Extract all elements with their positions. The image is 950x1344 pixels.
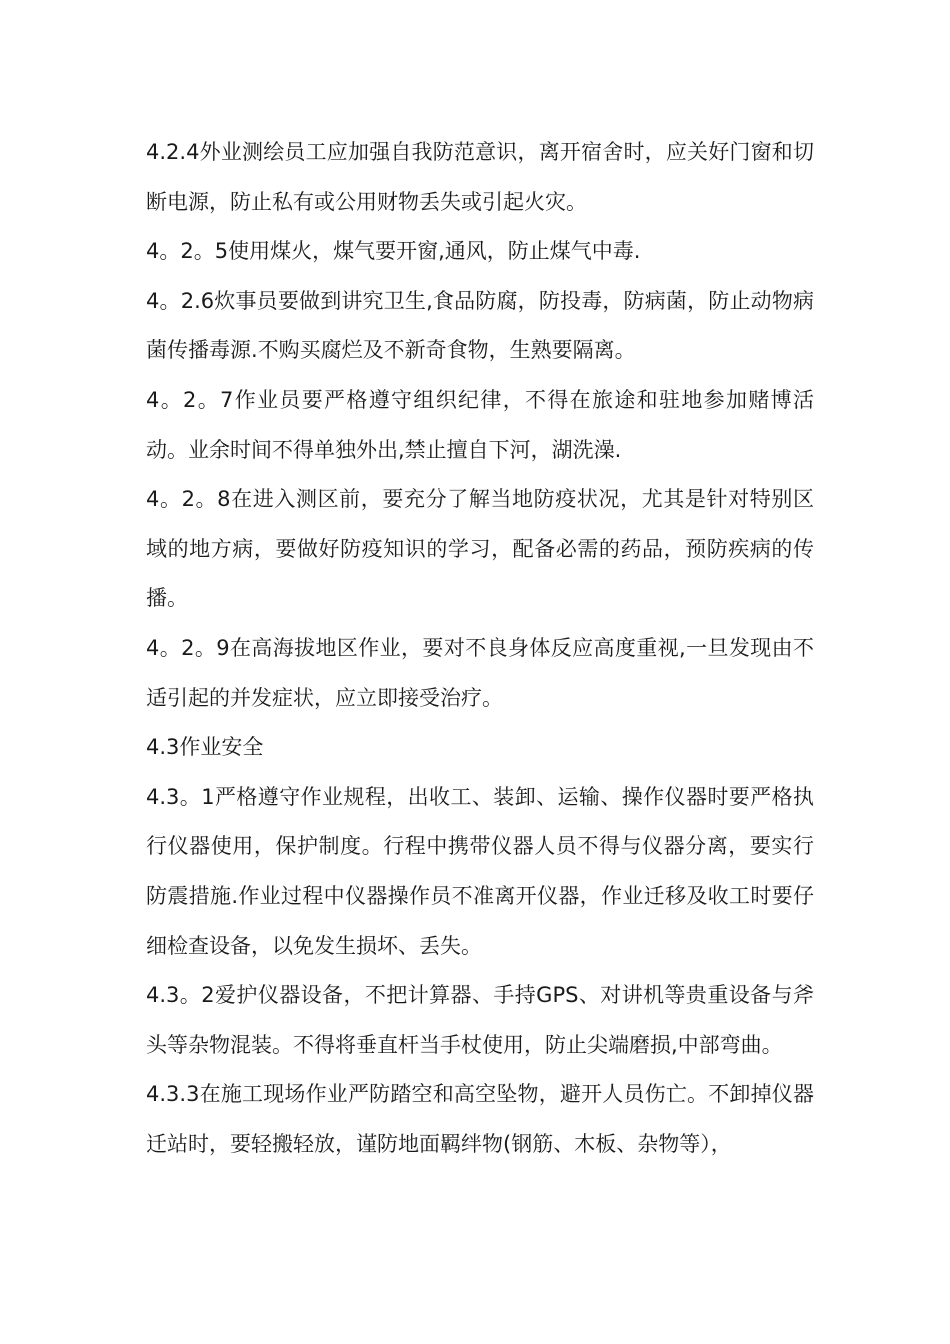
paragraph-4-2-5: 4。2。5使用煤火，煤气要开窗,通风，防止煤气中毒. xyxy=(146,239,641,264)
paragraph-4-2-6: 4。2.6炊事员要做到讲究卫生,食品防腐，防投毒，防病菌，防止动物病菌传播毒源.不购买腐烂及不新奇食物，生熟要隔离。 xyxy=(146,288,814,363)
paragraph-4-3-3: 4.3.3在施工现场作业严防踏空和高空坠物，避开人员伤亡。不卸掉仪器迁站时，要轻搬轻放，谨防地面羁绊物(钢筋、木板、杂物等）， xyxy=(146,1082,814,1156)
paragraph-4-3-2: 4.3。2爱护仪器设备，不把计算器、手持GPS、对讲机等贵重设备与斧头等杂物混装。不得将垂直杆当手杖使用，防止尖端磨损,中部弯曲。 xyxy=(146,983,814,1057)
paragraph-4-2-9: 4。2。9在高海拔地区作业，要对不良身体反应高度重视,一旦发现由不适引起的并发症状，应立即接受治疗。 xyxy=(146,635,814,710)
paragraph-4-2-7: 4。2。7作业员要严格遵守组织纪律，不得在旅途和驻地参加赌博活动。业余时间不得单独外出,禁止擅自下河，湖洗澡. xyxy=(146,387,814,462)
document-body xyxy=(146,128,814,1169)
paragraph-4-2-8: 4。2。8在进入测区前，要充分了解当地防疫状况，尤其是针对特别区域的地方病，要做好防疫知识的学习，配备必需的药品，预防疾病的传播。 xyxy=(146,487,814,611)
section-heading-4-3: 4.3作业安全 xyxy=(146,735,264,760)
paragraph-4-3-1: 4.3。1严格遵守作业规程，出收工、装卸、运输、操作仪器时要严格执行仪器使用，保护制度。行程中携带仪器人员不得与仪器分离，要实行防震措施.作业过程中仪器操作员不准离开仪器，作业迁移及收工时要仔细检查设备，以免发生损坏、丢失。 xyxy=(146,784,814,958)
paragraph-4-2-4: 4.2.4外业测绘员工应加强自我防范意识，离开宿舍时，应关好门窗和切断电源，防止私有或公用财物丢失或引起火灾。 xyxy=(146,140,814,214)
